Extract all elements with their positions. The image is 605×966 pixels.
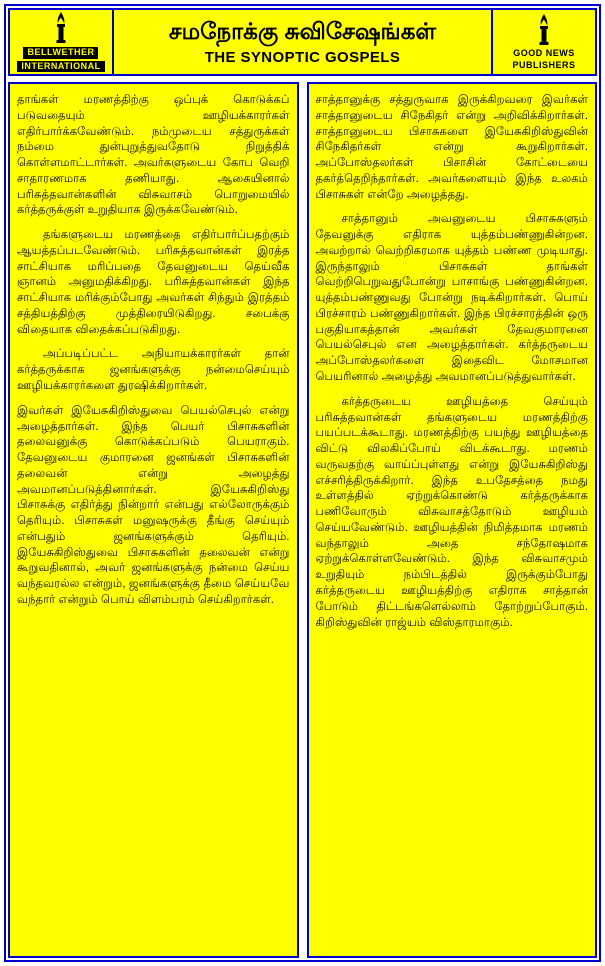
torch-icon xyxy=(48,11,74,45)
publisher-logo-left-line2: INTERNATIONAL xyxy=(17,61,104,72)
publisher-logo-right-line1: GOOD NEWS xyxy=(513,48,575,59)
paragraph: சாத்தானும் அவனுடைய பிசாசுகளும் தேவனுக்கு எதிராக யுத்தம்பண்ணுகின்றன. அவற்றால் வெற்றிகரமாக யுத்தம் பண்ண முடியாது. இருந்தாலும் பிசாசுகள் தாங்கள் வெற்றிபெறுவதுபோன்று பாசாங்கு பண்ணுகின்றன. யுத்தம்பண்ணுவது போன்று நடிக்கிறார்கள். பொய் பிரச்சாரம் பண்ணுகிறார்கள். இந்த பிரச்சாரத்தின் ஒரு பகுதியாகத்தான் அவர்கள் தேவகுமாரனை பெயல்செபுல் என அழைத்தார்கள். கர்த்தருடைய அப்போஸ்தலர்களை இதைவிட மோசமான பெயரினால் அழைத்து அவமானப்படுத்துவார்கள். xyxy=(315,212,588,384)
publisher-logo-left-line1: BELLWETHER xyxy=(23,47,98,58)
paragraph: இவர்கள் இயேசுகிறிஸ்துவை பெயல்செபுல் என்று அழைத்தார்கள். இந்த பெயர் பிசாசுகளின் தலைவனுக்கு கொடுக்கப்படும் பெயராகும். தேவனுடைய குமாரனை ஜனங்கள் பிசாசுகளின் தலைவன் என்று அழைத்து அவமானப்படுத்தினார்கள். இயேசுகிறிஸ்து பிசாசுக்கு எதிர்த்து நின்றார் என்பது எல்லோருக்கும் தெரியும். பிசாசுகள் மனுஷருக்கு தீங்கு செய்யும் என்பதும் ஜனங்களுக்கும் தெரியும். இயேசுகிறிஸ்துவை பிசாசுகளின் தலைவன் என்று கூறுவதினால், அவர் ஜனங்களுக்கு நன்மை செய்ய வந்தவரல்ல என்றும், ஜனங்களுக்கு தீமை செய்யவே வந்தார் என்றும் பொய் விளம்பரம் செய்கிறார்கள். xyxy=(17,403,290,606)
paragraph: தாங்கள் மரணத்திற்கு ஒப்புக் கொடுக்கப் படுவதையும் ஊழியக்காரர்கள் எதிர்பார்க்கவேண்டும். நம்முடைய சத்துருக்கள் நம்மை துன்புறுத்துவதோடு நிறுத்திக் கொள்ளமாட்டார்கள். அவர்களுடைய கோப வெறி சாதாரணமாக தணியாது. ஆகையினால் பரிசுத்தவான்களின் விசுவாசம் பொறுமையில் கர்த்தருக்குள் உறுதியாக இருக்கவேண்டும். xyxy=(17,93,290,217)
left-column xyxy=(8,82,299,958)
paragraph: தங்களுடைய மரணத்தை எதிர்பார்ப்பதற்கும் ஆயத்தப்படவேண்டும். பரிசுத்தவான்கள் இரத்த சாட்சியாக மரிப்பதை தேவனுடைய தெய்வீக ஞானம் அனுமதிக்கிறது. பரிசுத்தவான்கள் இந்த சாட்சியாக மரிக்கும்போது அவர்கள் சிந்தும் இரத்தம் சத்தியத்திற்கு முத்திரையிடுகிறது. சபைக்கு விதையாக விதைக்கப்படுகிறது. xyxy=(17,228,290,336)
publisher-logo-right-line2: PUBLISHERS xyxy=(512,59,576,70)
torch-icon xyxy=(531,13,557,47)
document-header xyxy=(8,8,597,76)
paragraph: சாத்தானுக்கு சத்துருவாக இருக்கிறவரை இவர்கள் சாத்தானுடைய சிநேகிதர் என்று அறிவிக்கிறார்கள். சாத்தானுடைய பிசாசுகளை இயேசுகிறிஸ்துவின் சிநேகிதர்கள் என்று கூறுகிறார்கள். அப்போஸ்தலர்கள் பிசாசின் கோட்டையை தகர்த்தெறிந்தார்கள். அவர்களையும் இந்த உலகம் பிசாசுகள் என்றே அழைத்தது. xyxy=(315,93,588,201)
document-body xyxy=(8,82,597,958)
publisher-logo-right xyxy=(491,10,595,74)
title-english: THE SYNOPTIC GOSPELS xyxy=(204,48,401,66)
paragraph: கர்த்தருடைய ஊழியத்தை செய்யும் பரிசுத்தவான்கள் தங்களுடைய மரணத்திற்கு பயப்படக்கூடாது. மரணத்திற்கு பயந்து ஊழியத்தை விட்டு விலகிப்போய் விடக்கூடாது. மரணம் வருவதற்கு வாய்ப்புள்ளது என்று இயேசுகிறிஸ்து எச்சரித்திருக்கிறார். இந்த உபதேசத்தை நமது உள்ளத்தில் ஏற்றுக்கொண்டு கர்த்தருக்காக பணிவோரும் விசுவாசத்தோடும் ஊழியம் செய்யவேண்டும். ஊழியத்தின் நிமித்தமாக மரணம் வந்தாலும் அதை சந்தோஷமாக ஏற்றுக்கொள்ளவேண்டும். இந்த விசுவாசமும் உறுதியும் நம்பிடத்தில் இருக்கும்போது கர்த்தருடைய ஊழியத்திற்கு எதிராக சாத்தான் போடும் திட்டங்களெல்லாம் தோற்றுப்போகும். கிறிஸ்துவின் ராஜ்யம் விஸ்தாரமாகும். xyxy=(315,394,588,629)
title-tamil: சமநோக்கு சுவிசேஷங்கள் xyxy=(168,18,437,45)
right-column xyxy=(307,82,598,958)
paragraph: அப்படிப்பட்ட அநியாயக்காரர்கள் தான் கர்த்தருக்காக ஜனங்களுக்கு நன்மைசெய்யும் ஊழியக்காரர்களை துரஷிக்கிறார்கள். xyxy=(17,347,290,393)
publisher-logo-left xyxy=(10,10,114,74)
document-title-block xyxy=(114,10,491,74)
